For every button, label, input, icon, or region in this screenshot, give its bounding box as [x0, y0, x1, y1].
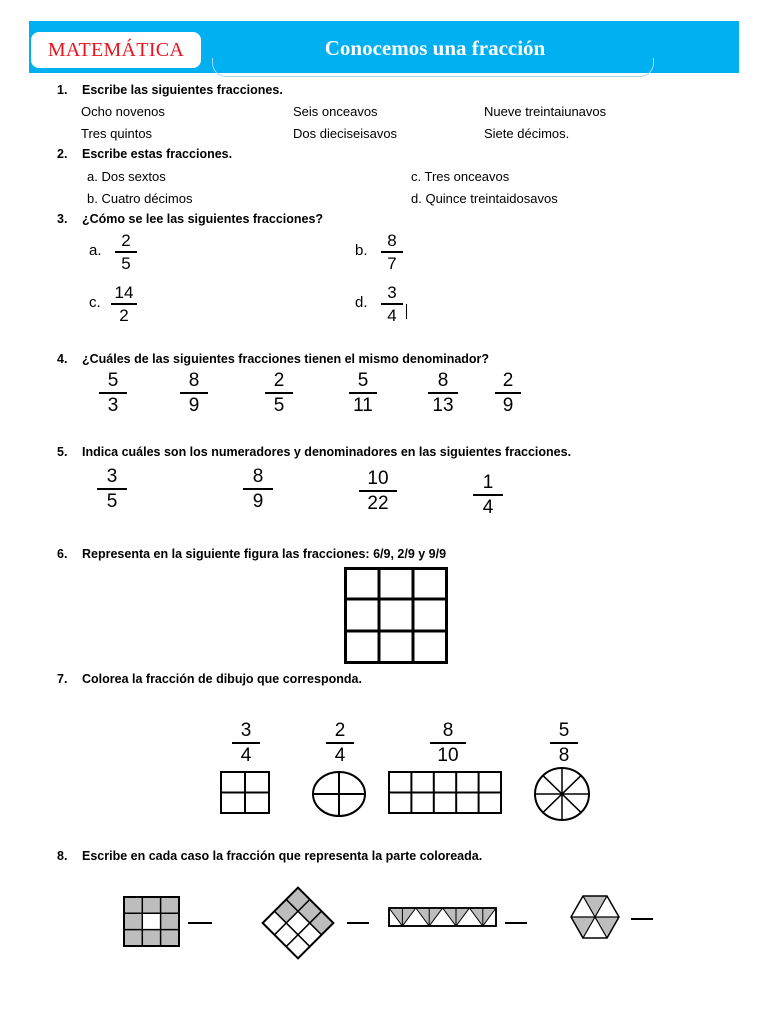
question-3: 3. ¿Cómo se lee las siguientes fracciones?	[57, 212, 324, 226]
q1-item: Seis onceavos	[293, 104, 378, 119]
question-2: 2. Escribe estas fracciones.	[57, 147, 233, 161]
fraction: 5 3	[98, 370, 128, 416]
fraction: 2 5	[264, 370, 294, 416]
shaded-diamond-figure	[260, 886, 336, 960]
fraction: 10 22	[358, 468, 398, 514]
header-decoration	[212, 58, 654, 77]
grid-3x3-figure[interactable]	[344, 567, 448, 664]
square-quarters-figure[interactable]	[220, 771, 270, 814]
q2-item: d. Quince treintaidosavos	[411, 191, 558, 206]
question-5: 5. Indica cuáles son los numeradores y denominadores en las siguientes fracciones.	[57, 445, 572, 459]
q1-item: Dos dieciseisavos	[293, 126, 398, 141]
fraction: 8 13	[427, 370, 459, 416]
question-4: 4. ¿Cuáles de las siguientes fracciones tienen el mismo denominador?	[57, 352, 490, 366]
fraction: 2 9	[494, 370, 522, 416]
fraction: 8 7	[380, 231, 404, 273]
q3-label: d.	[355, 294, 368, 311]
rectangle-tenths-figure[interactable]	[388, 771, 502, 814]
subject-label: MATEMÁTICA	[31, 32, 201, 68]
fraction: 8 9	[242, 466, 274, 512]
fraction: 14 2	[110, 283, 138, 325]
q1-item: Ocho novenos	[81, 104, 165, 119]
q2-item: b. Cuatro décimos	[87, 191, 193, 206]
fraction: 2 4	[324, 720, 356, 766]
question-7: 7. Colorea la fracción de dibujo que corresponda.	[57, 672, 362, 686]
page-title: Conocemos una fracción	[324, 36, 546, 60]
stray-mark	[406, 304, 407, 319]
answer-line[interactable]	[347, 922, 369, 924]
question-8: 8. Escribe en cada caso la fracción que representa la parte coloreada.	[57, 849, 483, 863]
fraction: 1 4	[472, 472, 504, 518]
fraction: 3 4	[380, 283, 404, 325]
fraction: 3 5	[96, 466, 128, 512]
answer-line[interactable]	[631, 918, 653, 920]
q1-item: Siete décimos.	[484, 126, 570, 141]
answer-line[interactable]	[505, 922, 527, 924]
shaded-hexagon-figure	[569, 892, 621, 942]
fraction: 8 10	[428, 720, 468, 766]
question-1: 1. Escribe las siguientes fracciones.	[57, 83, 283, 97]
circle-quarters-figure[interactable]	[311, 770, 367, 818]
q3-label: c.	[89, 294, 101, 311]
fraction: 5 8	[548, 720, 580, 766]
shaded-triangles-strip-figure	[388, 907, 497, 927]
q3-label: b.	[355, 242, 368, 259]
q1-item: Nueve treintaiunavos	[484, 104, 607, 119]
shaded-grid-figure	[123, 896, 180, 947]
fraction: 2 5	[114, 231, 138, 273]
q2-item: a. Dos sextos	[87, 169, 166, 184]
fraction: 5 11	[348, 370, 378, 416]
question-6: 6. Representa en la siguiente figura las fracciones: 6/9, 2/9 y 9/9	[57, 547, 447, 561]
fraction: 8 9	[179, 370, 209, 416]
q3-label: a.	[89, 242, 102, 259]
q1-item: Tres quintos	[81, 126, 153, 141]
fraction: 3 4	[230, 720, 262, 766]
q2-item: c. Tres onceavos	[411, 169, 510, 184]
circle-eighths-figure[interactable]	[533, 766, 591, 822]
answer-line[interactable]	[188, 922, 212, 924]
